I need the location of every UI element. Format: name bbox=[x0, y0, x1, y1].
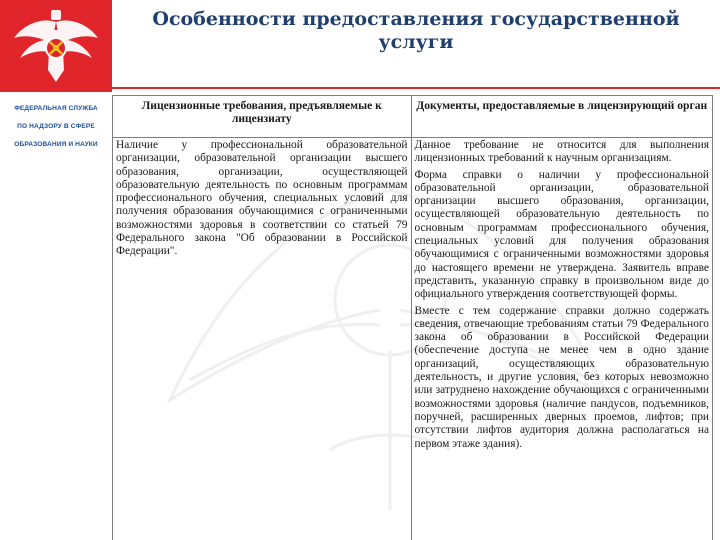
header-license-requirements: Лицензионные требования, предъявляемые к лицензиату bbox=[113, 96, 412, 138]
documents-cell bbox=[411, 138, 713, 540]
eagle-emblem-icon bbox=[0, 0, 112, 92]
page-title-line: услуги bbox=[378, 31, 454, 53]
documents-paragraph: Форма справки о наличии у профессиональной образовательной организации, образовательной организации высшего образования, организации, осуществляющей образовательную деятельность по основным программам профессионального обучения, специальных условий для получения образования обучающимися с ограниченными возможностями здоровья до настоящего времени не утверждена. Заявитель вправе представить, указанную справку в произвольном виде до официального утверждения соответствующей формы. bbox=[414, 168, 709, 301]
agency-name-line: ФЕДЕРАЛЬНАЯ СЛУЖБА bbox=[14, 105, 98, 112]
agency-name-line: ПО НАДЗОРУ В СФЕРЕ bbox=[17, 123, 95, 130]
title-divider bbox=[112, 87, 720, 89]
requirements-table bbox=[112, 95, 713, 540]
table-row bbox=[113, 138, 713, 540]
agency-name-line: ОБРАЗОВАНИЯ И НАУКИ bbox=[14, 141, 98, 148]
page-title-line: Особенности предоставления государственной bbox=[152, 8, 680, 30]
agency-logo bbox=[0, 0, 112, 92]
license-requirement-cell: Наличие у профессиональной образовательной организации, образовательной организации высшего образования, организации, осуществляющей образовательную деятельность по основным программам профессионального обучения, специальных условий для получения образования обучающимися с ограниченными возможностями здоровья в соответствии со статьей 79 Федерального закона "Об образовании в Российской Федерации". bbox=[113, 138, 412, 540]
documents-paragraph: Данное требование не относится для выполнения лицензионных требований к научным организациям. bbox=[414, 139, 709, 165]
page-title bbox=[112, 8, 720, 54]
header-submitted-documents: Документы, предоставляемые в лицензирующий орган bbox=[411, 96, 713, 138]
table-header-row bbox=[113, 96, 713, 138]
agency-name bbox=[0, 100, 112, 154]
documents-paragraph: Вместе с тем содержание справки должно содержать сведения, отвечающие требованиям статьи 79 Федерального закона об образовании в Российской Федерации (обеспечение доступа не менее чем в одно здание организаций, осуществляющих образовательную деятельность, и другие условия, без которых невозможно или затруднено нахождение обучающихся с ограниченными возможностями здоровья (наличие пандусов, подъемников, поручней, расширенных дверных проемов, лифтов; при отсутствии лифтов аудитория должна располагаться на первом этаже здания). bbox=[414, 304, 709, 450]
